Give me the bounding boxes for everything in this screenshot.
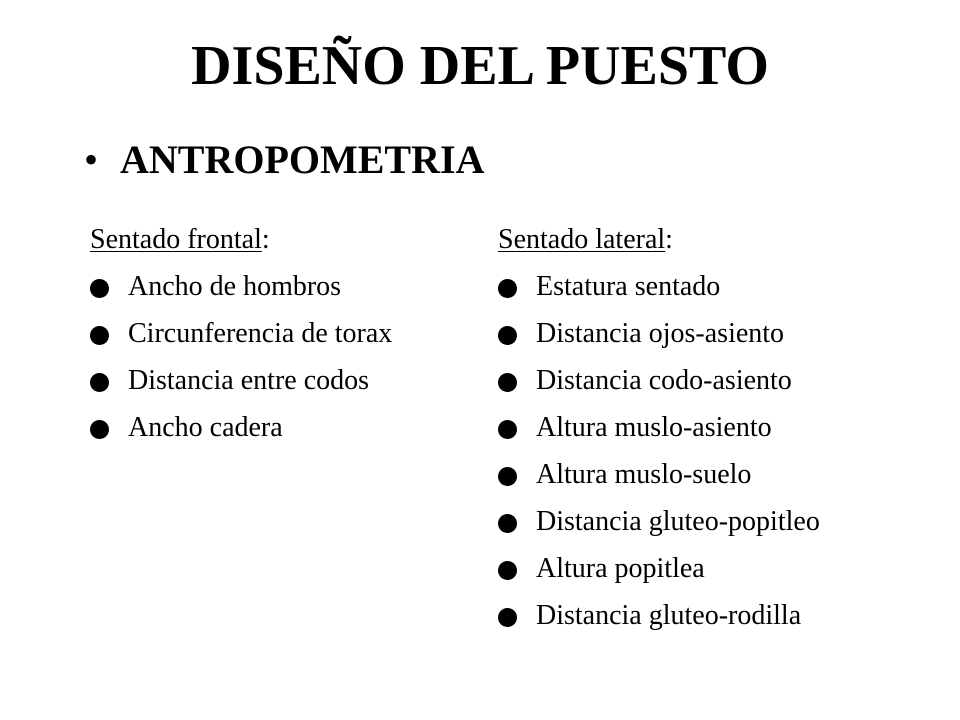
list-item xyxy=(498,461,820,508)
slide-title: DISEÑO DEL PUESTO xyxy=(191,35,769,97)
bullet-dot-icon xyxy=(498,326,517,345)
bullet-dot-icon xyxy=(498,373,517,392)
list-item-label: Distancia gluteo-rodilla xyxy=(536,600,802,631)
left-column xyxy=(90,226,392,461)
bullet-dot-icon xyxy=(90,420,109,439)
left-column-heading-text: Sentado frontal xyxy=(90,224,262,255)
right-column-list xyxy=(498,273,820,649)
bullet-dot-icon xyxy=(90,279,109,298)
list-item-label: Distancia ojos-asiento xyxy=(536,318,785,349)
list-item xyxy=(498,414,820,461)
list-item xyxy=(498,508,820,555)
section-heading-text: ANTROPOMETRIA xyxy=(120,137,485,182)
list-item xyxy=(90,367,392,414)
list-item-label: Ancho cadera xyxy=(128,412,283,443)
right-column-heading xyxy=(498,226,820,273)
bullet-dot-icon xyxy=(498,420,517,439)
bullet-dot-icon xyxy=(90,326,109,345)
section-bullet: • xyxy=(84,137,99,182)
bullet-dot-icon xyxy=(498,467,517,486)
list-item xyxy=(90,273,392,320)
bullet-dot-icon xyxy=(498,514,517,533)
left-column-heading-colon: : xyxy=(261,224,270,255)
bullet-dot-icon xyxy=(498,279,517,298)
list-item xyxy=(498,602,820,649)
right-column-heading-text: Sentado lateral xyxy=(498,224,666,255)
list-item-label: Altura popitlea xyxy=(536,553,705,584)
bullet-dot-icon xyxy=(498,608,517,627)
list-item xyxy=(498,367,820,414)
list-item xyxy=(498,320,820,367)
list-item-label: Distancia gluteo-popitleo xyxy=(536,506,820,537)
left-column-heading xyxy=(90,226,392,273)
list-item xyxy=(498,555,820,602)
section-heading xyxy=(84,137,485,182)
left-column-list xyxy=(90,273,392,461)
list-item-label: Distancia entre codos xyxy=(128,365,370,396)
list-item xyxy=(90,414,392,461)
list-item-label: Altura muslo-asiento xyxy=(536,412,772,443)
list-item xyxy=(90,320,392,367)
list-item-label: Ancho de hombros xyxy=(128,271,342,302)
list-item xyxy=(498,273,820,320)
list-item-label: Distancia codo-asiento xyxy=(536,365,792,396)
list-item-label: Circunferencia de torax xyxy=(128,318,393,349)
right-column-heading-colon: : xyxy=(665,224,673,255)
list-item-label: Altura muslo-suelo xyxy=(536,459,752,490)
bullet-dot-icon xyxy=(90,373,109,392)
list-item-label: Estatura sentado xyxy=(536,271,721,302)
bullet-dot-icon xyxy=(498,561,517,580)
right-column xyxy=(498,226,820,649)
